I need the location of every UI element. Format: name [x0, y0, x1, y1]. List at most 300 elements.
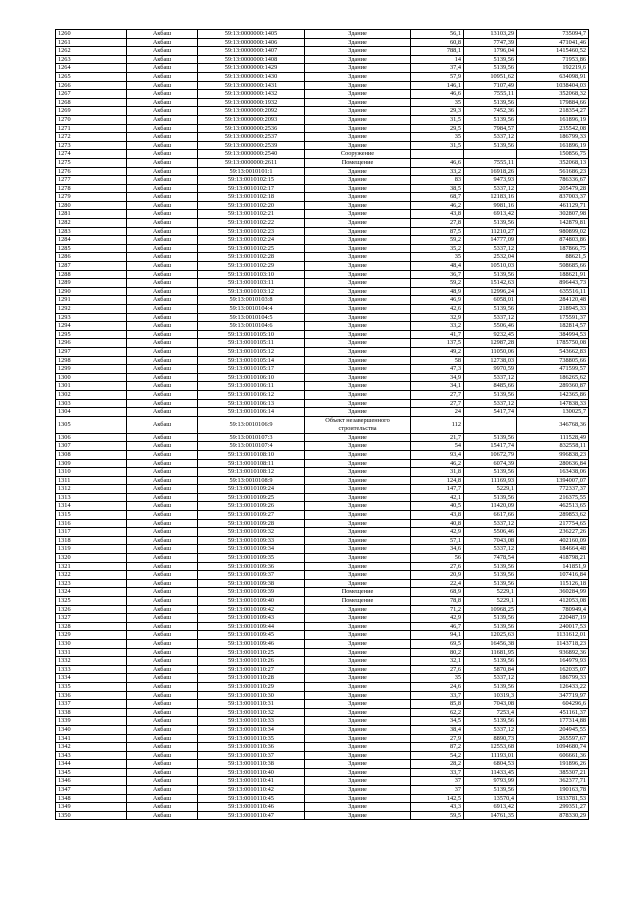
- area-cell: 31,5: [411, 115, 464, 124]
- area-cell: 14: [411, 55, 464, 64]
- object-type-cell: Здание: [305, 743, 411, 752]
- cadastral-number-cell: 59:13:0010106:9: [198, 416, 305, 433]
- area-cell: 146,1: [411, 81, 464, 90]
- locality-cell: Акбаш: [127, 511, 198, 520]
- unit-price-cell: 7043,08: [464, 700, 517, 709]
- object-type-cell: Здание: [305, 141, 411, 150]
- table-row: [56, 442, 589, 451]
- cadastral-number-cell: 59:13:0010110:42: [198, 786, 305, 795]
- area-cell: 80,2: [411, 648, 464, 657]
- cadastral-value-cell: 347719,97: [517, 691, 589, 700]
- cadastral-number-cell: 59:13:0010104:4: [198, 305, 305, 314]
- cadastral-number-cell: 59:13:0000000:2539: [198, 141, 305, 150]
- unit-price-cell: 12025,63: [464, 631, 517, 640]
- cadastral-number-cell: 59:13:0010103:12: [198, 287, 305, 296]
- area-cell: 33,2: [411, 167, 464, 176]
- locality-cell: Акбаш: [127, 545, 198, 554]
- table-row: [56, 605, 589, 614]
- table-row: [56, 133, 589, 142]
- object-type-cell: Здание: [305, 253, 411, 262]
- cadastral-number-cell: 59:13:0000000:1407: [198, 47, 305, 56]
- object-type-cell: Здание: [305, 760, 411, 769]
- cadastral-value-cell: 187866,75: [517, 244, 589, 253]
- object-type-cell: Здание: [305, 614, 411, 623]
- object-type-cell: Здание: [305, 115, 411, 124]
- area-cell: 60,8: [411, 38, 464, 47]
- table-row: [56, 511, 589, 520]
- table-row: [56, 725, 589, 734]
- locality-cell: Акбаш: [127, 450, 198, 459]
- cadastral-value-cell: 205479,28: [517, 184, 589, 193]
- table-row: [56, 115, 589, 124]
- area-cell: 54,2: [411, 751, 464, 760]
- unit-price-cell: 14777,09: [464, 236, 517, 245]
- cadastral-number-cell: 59:13:0010109:43: [198, 614, 305, 623]
- row-number-cell: 1265: [56, 72, 127, 81]
- cadastral-value-cell: 352068,13: [517, 158, 589, 167]
- cadastral-value-cell: 163438,06: [517, 468, 589, 477]
- row-number-cell: 1319: [56, 545, 127, 554]
- unit-price-cell: 5337,12: [464, 373, 517, 382]
- cadastral-value-cell: 346768,36: [517, 416, 589, 433]
- locality-cell: Акбаш: [127, 751, 198, 760]
- cadastral-number-cell: 59:13:0010109:24: [198, 485, 305, 494]
- locality-cell: Акбаш: [127, 442, 198, 451]
- cadastral-value-cell: 362377,71: [517, 777, 589, 786]
- unit-price-cell: 5337,12: [464, 399, 517, 408]
- cadastral-value-cell: 780949,4: [517, 605, 589, 614]
- locality-cell: Акбаш: [127, 408, 198, 417]
- unit-price-cell: 9473,93: [464, 176, 517, 185]
- object-type-cell: Здание: [305, 708, 411, 717]
- unit-price-cell: 10951,62: [464, 72, 517, 81]
- locality-cell: Акбаш: [127, 657, 198, 666]
- area-cell: 47,3: [411, 365, 464, 374]
- cadastral-value-cell: 874803,86: [517, 236, 589, 245]
- area-cell: 57,1: [411, 536, 464, 545]
- cadastral-value-cell: 451161,37: [517, 708, 589, 717]
- cadastral-value-cell: 1933781,53: [517, 794, 589, 803]
- row-number-cell: 1304: [56, 408, 127, 417]
- row-number-cell: 1274: [56, 150, 127, 159]
- area-cell: 34,9: [411, 373, 464, 382]
- object-type-cell: Здание: [305, 579, 411, 588]
- area-cell: 68,9: [411, 588, 464, 597]
- cadastral-number-cell: 59:13:0010110:41: [198, 777, 305, 786]
- unit-price-cell: 5139,56: [464, 115, 517, 124]
- locality-cell: Акбаш: [127, 124, 198, 133]
- row-number-cell: 1291: [56, 296, 127, 305]
- area-cell: 28,2: [411, 760, 464, 769]
- table-row: [56, 786, 589, 795]
- cadastral-value-cell: 384994,53: [517, 330, 589, 339]
- object-type-cell: Здание: [305, 296, 411, 305]
- cadastral-number-cell: 59:13:0010109:33: [198, 536, 305, 545]
- cadastral-value-cell: 164979,93: [517, 657, 589, 666]
- area-cell: 20,9: [411, 571, 464, 580]
- table-row: [56, 408, 589, 417]
- unit-price-cell: 5139,56: [464, 141, 517, 150]
- cadastral-number-cell: 59:13:0010109:27: [198, 511, 305, 520]
- cadastral-number-cell: 59:13:0010102:15: [198, 176, 305, 185]
- unit-price-cell: 5337,12: [464, 184, 517, 193]
- cadastral-number-cell: 59:13:0000000:1431: [198, 81, 305, 90]
- area-cell: 36,7: [411, 270, 464, 279]
- cadastral-value-cell: 1131612,01: [517, 631, 589, 640]
- cadastral-value-cell: 738805,66: [517, 356, 589, 365]
- cadastral-value-cell: 218945,33: [517, 305, 589, 314]
- row-number-cell: 1283: [56, 227, 127, 236]
- locality-cell: Акбаш: [127, 150, 198, 159]
- unit-price-cell: 9970,59: [464, 365, 517, 374]
- cadastral-number-cell: 59:13:0010108:10: [198, 450, 305, 459]
- object-type-cell: Здание: [305, 493, 411, 502]
- cadastral-number-cell: 59:13:0000000:1432: [198, 90, 305, 99]
- row-number-cell: 1303: [56, 399, 127, 408]
- object-type-cell: Здание: [305, 330, 411, 339]
- row-number-cell: 1308: [56, 450, 127, 459]
- object-type-cell: Здание: [305, 107, 411, 116]
- area-cell: 42,9: [411, 614, 464, 623]
- cadastral-value-cell: 896443,73: [517, 279, 589, 288]
- row-number-cell: 1298: [56, 356, 127, 365]
- area-cell: 24: [411, 408, 464, 417]
- object-type-cell: Здание: [305, 622, 411, 631]
- cadastral-number-cell: 59:13:0010105:17: [198, 365, 305, 374]
- area-cell: 142,5: [411, 794, 464, 803]
- row-number-cell: 1284: [56, 236, 127, 245]
- object-type-cell: Здание: [305, 450, 411, 459]
- area-cell: 22,4: [411, 579, 464, 588]
- cadastral-value-cell: 179884,66: [517, 98, 589, 107]
- area-cell: 35: [411, 253, 464, 262]
- cadastral-value-cell: 786336,67: [517, 176, 589, 185]
- table-row: [56, 244, 589, 253]
- table-row: [56, 691, 589, 700]
- unit-price-cell: 5229,1: [464, 485, 517, 494]
- locality-cell: Акбаш: [127, 236, 198, 245]
- object-type-cell: Здание: [305, 90, 411, 99]
- locality-cell: Акбаш: [127, 270, 198, 279]
- area-cell: 56: [411, 554, 464, 563]
- cadastral-value-cell: 302807,98: [517, 210, 589, 219]
- cadastral-value-cell: 462513,65: [517, 502, 589, 511]
- cadastral-number-cell: 59:13:0010110:36: [198, 743, 305, 752]
- cadastral-number-cell: 59:13:0010104:5: [198, 313, 305, 322]
- row-number-cell: 1350: [56, 811, 127, 820]
- cadastral-value-cell: 150856,75: [517, 150, 589, 159]
- cadastral-value-cell: 735094,7: [517, 30, 589, 39]
- locality-cell: Акбаш: [127, 115, 198, 124]
- cadastral-number-cell: 59:13:0010102:22: [198, 219, 305, 228]
- cadastral-number-cell: 59:13:0010102:17: [198, 184, 305, 193]
- cadastral-number-cell: 59:13:0010103:10: [198, 270, 305, 279]
- row-number-cell: 1317: [56, 528, 127, 537]
- row-number-cell: 1260: [56, 30, 127, 39]
- row-number-cell: 1288: [56, 270, 127, 279]
- table-row: [56, 184, 589, 193]
- object-type-cell: Здание: [305, 794, 411, 803]
- object-type-cell: Здание: [305, 768, 411, 777]
- cadastral-value-cell: 161896,19: [517, 141, 589, 150]
- cadastral-number-cell: 59:13:0010110:32: [198, 708, 305, 717]
- row-number-cell: 1330: [56, 639, 127, 648]
- cadastral-value-cell: 186799,33: [517, 133, 589, 142]
- object-type-cell: Здание: [305, 30, 411, 39]
- table-row: [56, 450, 589, 459]
- object-type-cell: Здание: [305, 433, 411, 442]
- cadastral-number-cell: 59:13:0010110:29: [198, 682, 305, 691]
- locality-cell: Акбаш: [127, 743, 198, 752]
- unit-price-cell: 11681,95: [464, 648, 517, 657]
- table-row: [56, 571, 589, 580]
- table-row: [56, 219, 589, 228]
- unit-price-cell: 5139,56: [464, 98, 517, 107]
- table-row: [56, 639, 589, 648]
- cadastral-value-cell: 878330,29: [517, 811, 589, 820]
- cadastral-number-cell: 59:13:0010110:28: [198, 674, 305, 683]
- area-cell: 58: [411, 356, 464, 365]
- row-number-cell: 1333: [56, 665, 127, 674]
- row-number-cell: 1339: [56, 717, 127, 726]
- unit-price-cell: 5139,56: [464, 493, 517, 502]
- area-cell: 46,6: [411, 90, 464, 99]
- object-type-cell: Здание: [305, 193, 411, 202]
- table-row: [56, 468, 589, 477]
- row-number-cell: 1272: [56, 133, 127, 142]
- area-cell: 27,6: [411, 562, 464, 571]
- unit-price-cell: 5139,56: [464, 64, 517, 73]
- row-number-cell: 1286: [56, 253, 127, 262]
- cadastral-value-cell: 508685,66: [517, 262, 589, 271]
- unit-price-cell: 14761,35: [464, 811, 517, 820]
- area-cell: 29,3: [411, 107, 464, 116]
- cadastral-value-cell: 289853,62: [517, 511, 589, 520]
- area-cell: 42,1: [411, 493, 464, 502]
- area-cell: 40,5: [411, 502, 464, 511]
- locality-cell: Акбаш: [127, 597, 198, 606]
- table-row: [56, 47, 589, 56]
- row-number-cell: 1327: [56, 614, 127, 623]
- unit-price-cell: 5139,56: [464, 622, 517, 631]
- area-cell: 33,7: [411, 691, 464, 700]
- object-type-cell: Здание: [305, 373, 411, 382]
- unit-price-cell: 6913,42: [464, 210, 517, 219]
- object-type-cell: Здание: [305, 734, 411, 743]
- cadastral-value-cell: 216375,55: [517, 493, 589, 502]
- object-type-cell: Здание: [305, 133, 411, 142]
- object-type-cell: Здание: [305, 305, 411, 314]
- object-type-cell: Здание: [305, 382, 411, 391]
- row-number-cell: 1273: [56, 141, 127, 150]
- area-cell: 71,2: [411, 605, 464, 614]
- row-number-cell: 1282: [56, 219, 127, 228]
- object-type-cell: Здание: [305, 502, 411, 511]
- table-row: [56, 210, 589, 219]
- unit-price-cell: 5139,56: [464, 390, 517, 399]
- cadastral-value-cell: 188621,91: [517, 270, 589, 279]
- cadastral-value-cell: 217754,65: [517, 519, 589, 528]
- table-row: [56, 30, 589, 39]
- table-row: [56, 365, 589, 374]
- cadastral-value-table: [55, 29, 589, 820]
- row-number-cell: 1278: [56, 184, 127, 193]
- row-number-cell: 1299: [56, 365, 127, 374]
- locality-cell: Акбаш: [127, 262, 198, 271]
- area-cell: 24,6: [411, 682, 464, 691]
- area-cell: 93,4: [411, 450, 464, 459]
- object-type-cell: Помещение: [305, 597, 411, 606]
- cadastral-value-cell: 980899,02: [517, 227, 589, 236]
- locality-cell: Акбаш: [127, 554, 198, 563]
- unit-price-cell: 5337,12: [464, 519, 517, 528]
- cadastral-number-cell: 59:13:0010109:35: [198, 554, 305, 563]
- object-type-cell: Здание: [305, 442, 411, 451]
- locality-cell: Акбаш: [127, 725, 198, 734]
- unit-price-cell: 5139,56: [464, 219, 517, 228]
- locality-cell: Акбаш: [127, 373, 198, 382]
- table-row: [56, 287, 589, 296]
- cadastral-value-cell: 236227,26: [517, 528, 589, 537]
- row-number-cell: 1328: [56, 622, 127, 631]
- unit-price-cell: 5506,46: [464, 528, 517, 537]
- cadastral-value-cell: 402160,09: [517, 536, 589, 545]
- unit-price-cell: 7478,54: [464, 554, 517, 563]
- unit-price-cell: 5417,74: [464, 408, 517, 417]
- area-cell: 59,5: [411, 811, 464, 820]
- area-cell: 34,6: [411, 545, 464, 554]
- locality-cell: Акбаш: [127, 322, 198, 331]
- row-number-cell: 1346: [56, 777, 127, 786]
- table-row: [56, 399, 589, 408]
- row-number-cell: 1285: [56, 244, 127, 253]
- locality-cell: Акбаш: [127, 639, 198, 648]
- area-cell: 124,8: [411, 476, 464, 485]
- area-cell: 33,7: [411, 768, 464, 777]
- row-number-cell: 1307: [56, 442, 127, 451]
- cadastral-number-cell: 59:13:0010105:14: [198, 356, 305, 365]
- object-type-cell: Здание: [305, 55, 411, 64]
- row-number-cell: 1336: [56, 691, 127, 700]
- unit-price-cell: 6617,66: [464, 511, 517, 520]
- row-number-cell: 1318: [56, 536, 127, 545]
- table-row: [56, 81, 589, 90]
- area-cell: 147,7: [411, 485, 464, 494]
- row-number-cell: 1296: [56, 339, 127, 348]
- table-row: [56, 648, 589, 657]
- locality-cell: Акбаш: [127, 313, 198, 322]
- cadastral-number-cell: 59:13:0010110:40: [198, 768, 305, 777]
- cadastral-value-cell: 284120,48: [517, 296, 589, 305]
- object-type-cell: Здание: [305, 219, 411, 228]
- locality-cell: Акбаш: [127, 219, 198, 228]
- table-row: [56, 588, 589, 597]
- locality-cell: Акбаш: [127, 786, 198, 795]
- table-row: [56, 55, 589, 64]
- locality-cell: Акбаш: [127, 167, 198, 176]
- area-cell: 57,9: [411, 72, 464, 81]
- object-type-cell: Здание: [305, 227, 411, 236]
- cadastral-number-cell: 59:13:0010106:13: [198, 399, 305, 408]
- area-cell: 112: [411, 416, 464, 433]
- locality-cell: Акбаш: [127, 356, 198, 365]
- unit-price-cell: 1796,04: [464, 47, 517, 56]
- locality-cell: Акбаш: [127, 622, 198, 631]
- locality-cell: Акбаш: [127, 72, 198, 81]
- area-cell: 35: [411, 674, 464, 683]
- cadastral-value-cell: 147838,33: [517, 399, 589, 408]
- unit-price-cell: 5506,46: [464, 322, 517, 331]
- cadastral-value-cell: 418798,21: [517, 554, 589, 563]
- unit-price-cell: 5337,12: [464, 674, 517, 683]
- row-number-cell: 1324: [56, 588, 127, 597]
- unit-price-cell: 11050,06: [464, 347, 517, 356]
- row-number-cell: 1321: [56, 562, 127, 571]
- cadastral-value-cell: 265597,67: [517, 734, 589, 743]
- object-type-cell: Здание: [305, 691, 411, 700]
- cadastral-value-cell: 561686,23: [517, 167, 589, 176]
- unit-price-cell: 10968,25: [464, 605, 517, 614]
- cadastral-number-cell: 59:13:0010108:12: [198, 468, 305, 477]
- area-cell: 87,5: [411, 227, 464, 236]
- object-type-cell: Здание: [305, 72, 411, 81]
- table-row: [56, 253, 589, 262]
- cadastral-value-cell: 88621,5: [517, 253, 589, 262]
- area-cell: 31,5: [411, 141, 464, 150]
- row-number-cell: 1266: [56, 81, 127, 90]
- cadastral-number-cell: 59:13:0010110:34: [198, 725, 305, 734]
- cadastral-number-cell: 59:13:0010102:23: [198, 227, 305, 236]
- table-row: [56, 107, 589, 116]
- cadastral-number-cell: 59:13:0000000:2536: [198, 124, 305, 133]
- cadastral-value-cell: 220487,19: [517, 614, 589, 623]
- object-type-cell: Здание: [305, 674, 411, 683]
- area-cell: 48,9: [411, 287, 464, 296]
- area-cell: 69,5: [411, 639, 464, 648]
- locality-cell: Акбаш: [127, 588, 198, 597]
- row-number-cell: 1275: [56, 158, 127, 167]
- unit-price-cell: 11193,01: [464, 751, 517, 760]
- area-cell: 87,2: [411, 743, 464, 752]
- cadastral-number-cell: 59:13:0010109:26: [198, 502, 305, 511]
- locality-cell: Акбаш: [127, 107, 198, 116]
- locality-cell: Акбаш: [127, 81, 198, 90]
- row-number-cell: 1345: [56, 768, 127, 777]
- cadastral-number-cell: 59:13:0010108:11: [198, 459, 305, 468]
- cadastral-value-cell: 175591,37: [517, 313, 589, 322]
- unit-price-cell: 12996,24: [464, 287, 517, 296]
- cadastral-value-cell: 280636,84: [517, 459, 589, 468]
- cadastral-number-cell: 59:13:0010102:20: [198, 201, 305, 210]
- unit-price-cell: 10510,03: [464, 262, 517, 271]
- object-type-cell: Здание: [305, 459, 411, 468]
- object-type-cell: Здание: [305, 347, 411, 356]
- row-number-cell: 1293: [56, 313, 127, 322]
- unit-price-cell: 12183,16: [464, 193, 517, 202]
- locality-cell: Акбаш: [127, 562, 198, 571]
- locality-cell: Акбаш: [127, 184, 198, 193]
- unit-price-cell: 5139,56: [464, 571, 517, 580]
- area-cell: 34,5: [411, 717, 464, 726]
- area-cell: 62,2: [411, 708, 464, 717]
- cadastral-number-cell: 59:13:0010110:47: [198, 811, 305, 820]
- object-type-cell: Здание: [305, 81, 411, 90]
- object-type-cell: Здание: [305, 657, 411, 666]
- locality-cell: Акбаш: [127, 98, 198, 107]
- table-row: [56, 485, 589, 494]
- row-number-cell: 1312: [56, 485, 127, 494]
- area-cell: 46,2: [411, 459, 464, 468]
